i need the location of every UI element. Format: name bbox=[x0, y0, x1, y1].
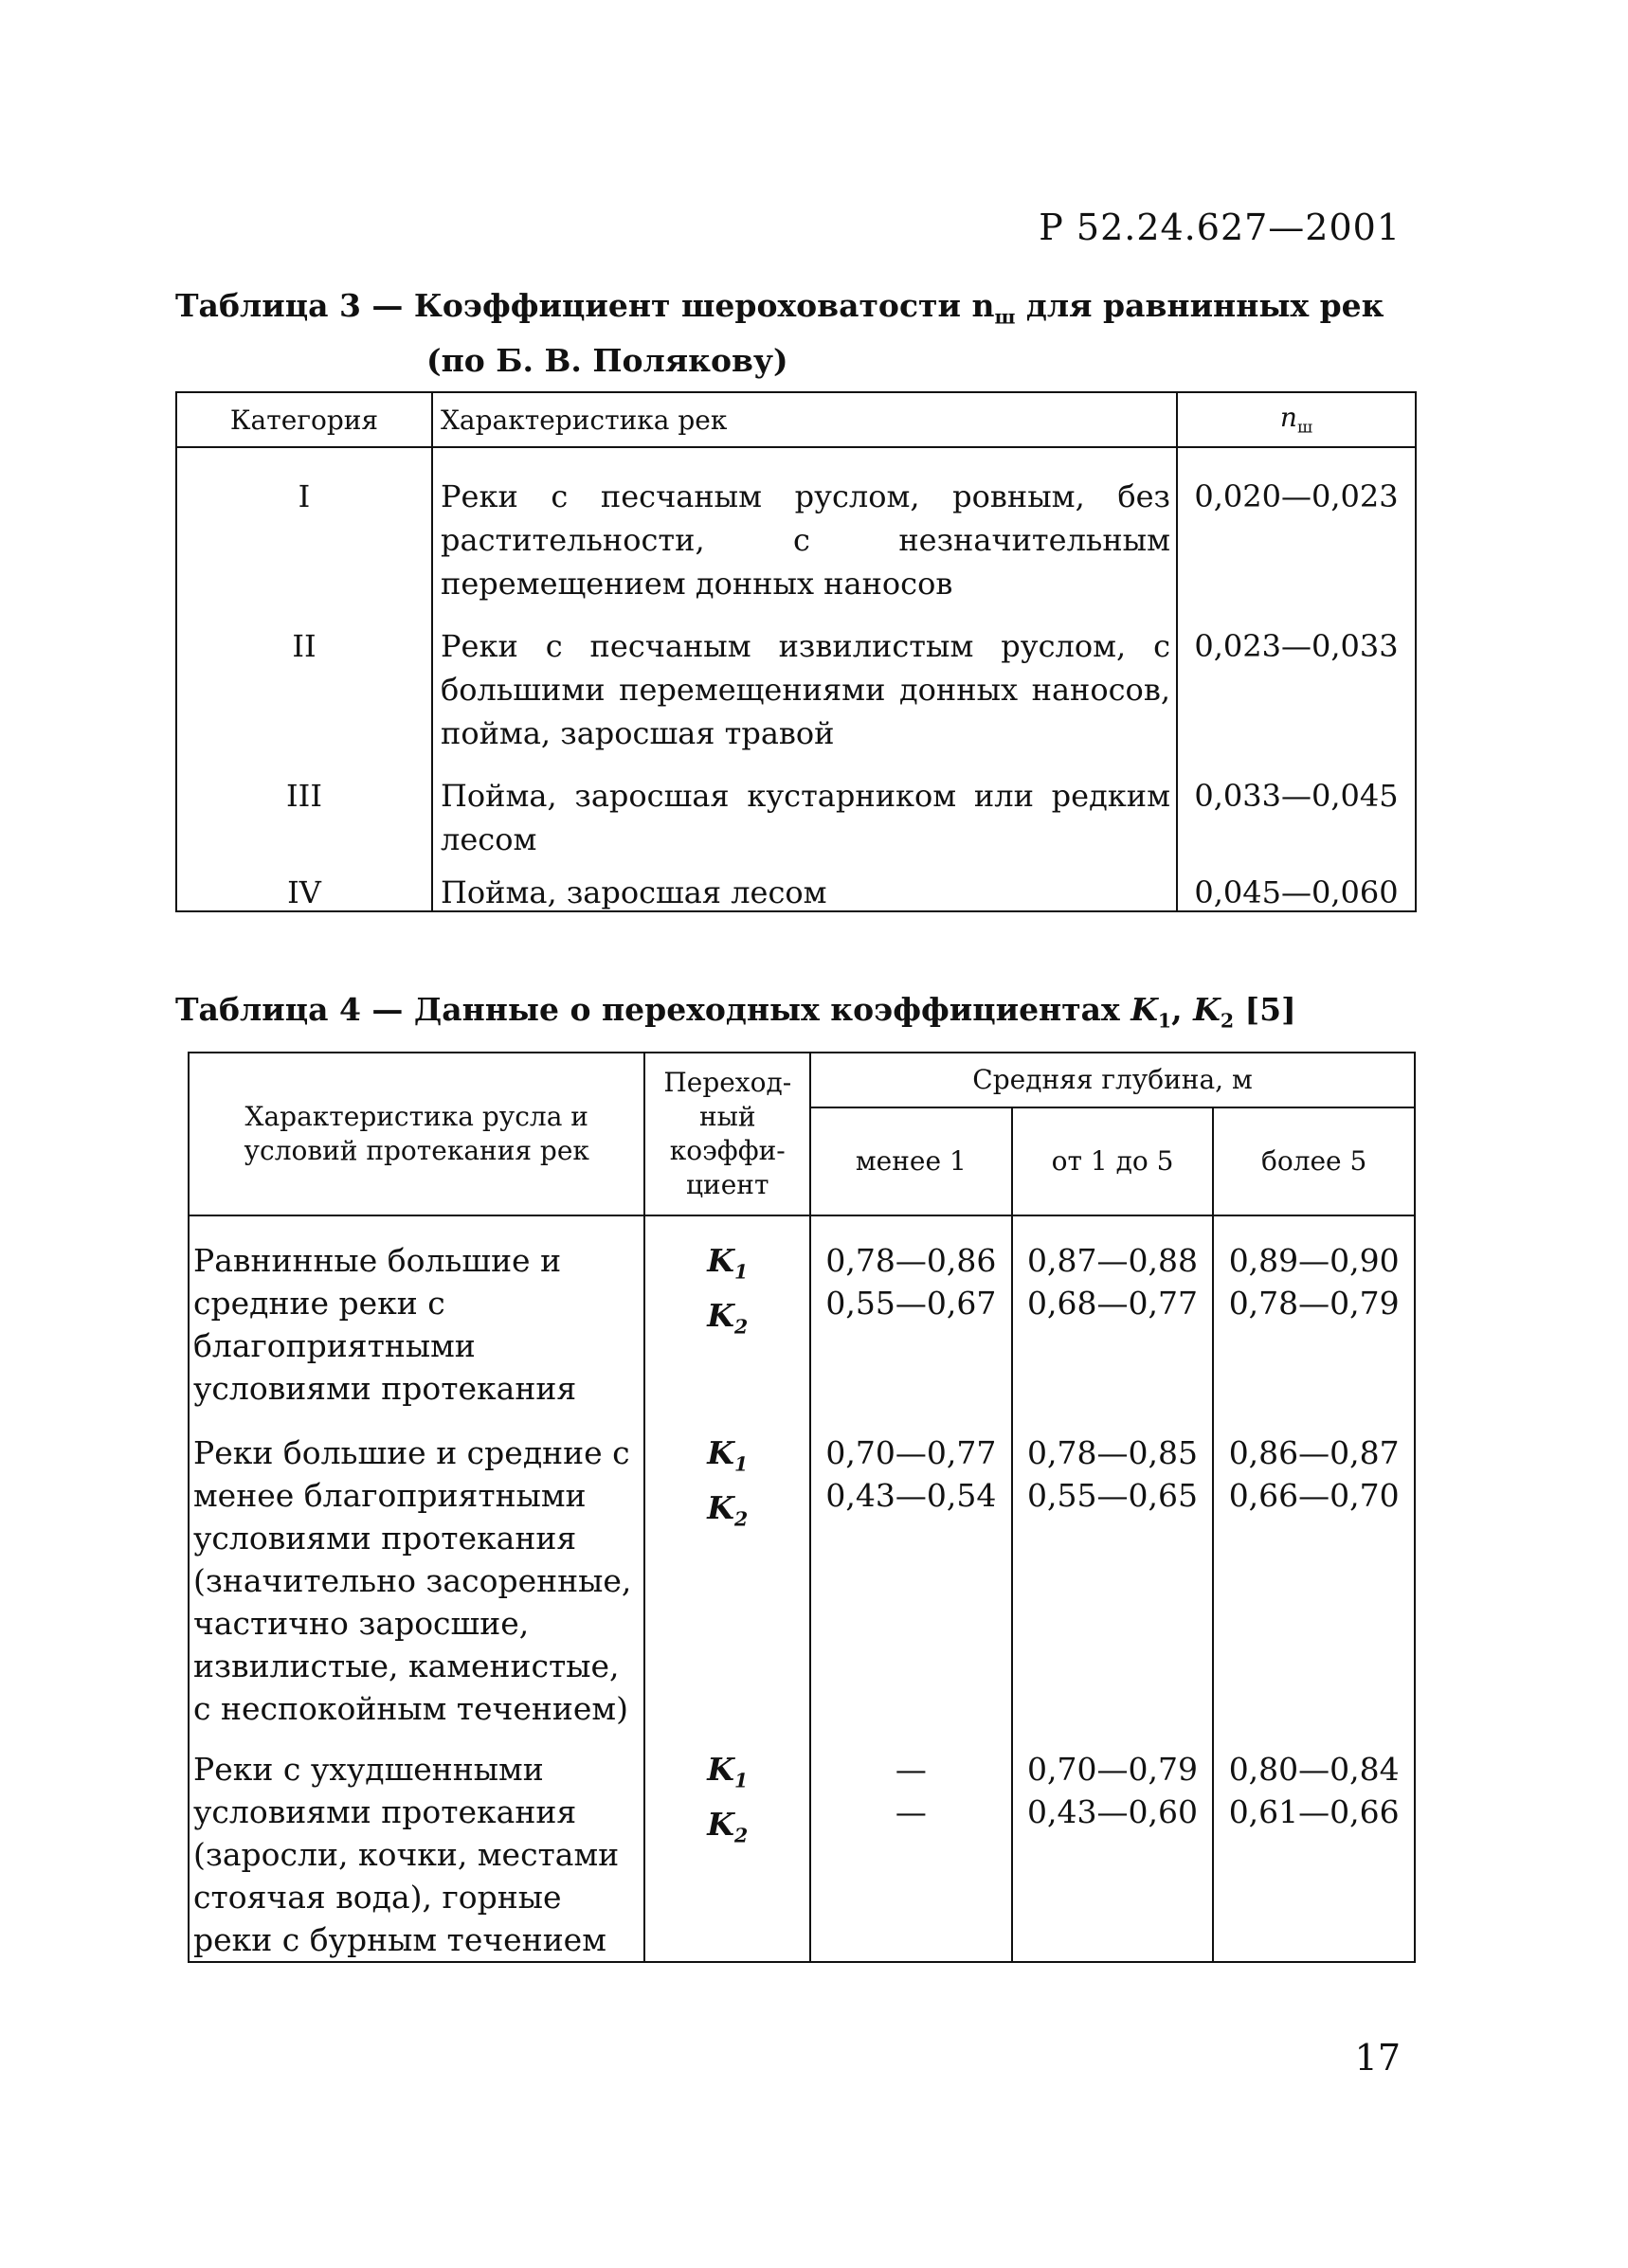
category-cell: III bbox=[176, 755, 432, 861]
header-category: Категория bbox=[176, 392, 432, 447]
value-1to5-cell: 0,70—0,79 0,43—0,60 bbox=[1012, 1731, 1214, 1962]
table-header-row bbox=[176, 392, 1416, 447]
coefficient-cell: $K_1$ $K_2$ bbox=[644, 1731, 810, 1962]
coefficient-cell: $K_1$ $K_2$ bbox=[644, 1215, 810, 1411]
table4-caption-prefix: Таблица 4 — Данные о переходных коэффициентах bbox=[175, 991, 1131, 1028]
value-cell: 0,045—0,060 bbox=[1177, 861, 1416, 911]
table-row bbox=[189, 1731, 1415, 1962]
value-cell: 0,033—0,045 bbox=[1177, 755, 1416, 861]
header-depth-gt5: более 5 bbox=[1213, 1107, 1415, 1215]
table-header-row bbox=[189, 1053, 1415, 1107]
characteristic-cell: Равнинные большие и средние реки с благоприятными условиями протекания bbox=[189, 1215, 644, 1411]
caption-k1-symbol: K bbox=[1131, 991, 1158, 1028]
header-coefficient: Переход-ный коэффи-циент bbox=[644, 1053, 810, 1215]
caption-k1-sub: 1 bbox=[1157, 1009, 1172, 1033]
characteristic-cell: Реки большие и средние с менее благоприятными условиями протекания (значительно засоренные, частично заросшие, извилистые, каменистые, с неспокойным течением) bbox=[189, 1411, 644, 1731]
description-cell: Реки с песчаным руслом, ровным, без растительности, с незначительным перемещением донных наносов bbox=[432, 447, 1177, 605]
value-gt5-cell: 0,86—0,87 0,66—0,70 bbox=[1213, 1411, 1415, 1731]
coefficient-cell: $K_1$ $K_2$ bbox=[644, 1411, 810, 1731]
value-lt1-cell: — — bbox=[810, 1731, 1012, 1962]
table3-caption-line1-end: для равнинных рек bbox=[1015, 287, 1384, 324]
document-code: Р 52.24.627—2001 bbox=[1039, 207, 1401, 248]
description-cell: Реки с песчаным извилистым руслом, с большими перемещениями донных наносов, пойма, заросшая травой bbox=[432, 605, 1177, 755]
caption-k2-symbol: K bbox=[1193, 991, 1221, 1028]
category-cell: IV bbox=[176, 861, 432, 911]
category-cell: I bbox=[176, 447, 432, 605]
value-1to5-cell: 0,78—0,85 0,55—0,65 bbox=[1012, 1411, 1214, 1731]
header-depth-lt1: менее 1 bbox=[810, 1107, 1012, 1215]
header-depth-1to5: от 1 до 5 bbox=[1012, 1107, 1214, 1215]
value-gt5-cell: 0,89—0,90 0,78—0,79 bbox=[1213, 1215, 1415, 1411]
table3-caption-line1: Таблица 3 — Коэффициент шероховатости n bbox=[175, 287, 995, 324]
table4-caption bbox=[175, 988, 1296, 1043]
table-row bbox=[189, 1215, 1415, 1411]
table3-caption-line2: (по Б. В. Полякову) bbox=[426, 341, 788, 379]
table-row bbox=[176, 755, 1416, 861]
transition-coefficients-table bbox=[188, 1052, 1416, 1963]
value-1to5-cell: 0,87—0,88 0,68—0,77 bbox=[1012, 1215, 1214, 1411]
value-lt1-cell: 0,70—0,77 0,43—0,54 bbox=[810, 1411, 1012, 1731]
value-cell: 0,020—0,023 bbox=[1177, 447, 1416, 605]
table-row bbox=[176, 605, 1416, 755]
table-row bbox=[176, 447, 1416, 605]
table3-caption-sub: ш bbox=[994, 305, 1016, 329]
table4-caption-suffix: [5] bbox=[1234, 991, 1296, 1028]
roughness-table bbox=[175, 391, 1417, 912]
table3-caption bbox=[175, 284, 1384, 383]
caption-k2-sub: 2 bbox=[1220, 1009, 1235, 1033]
value-cell: 0,023—0,033 bbox=[1177, 605, 1416, 755]
page-number: 17 bbox=[1354, 2037, 1401, 2079]
table-row bbox=[176, 861, 1416, 911]
header-characteristic: Характеристика русла и условий протекания рек bbox=[189, 1053, 644, 1215]
header-description: Характеристика рек bbox=[432, 392, 1177, 447]
caption-sep: , bbox=[1171, 991, 1194, 1028]
description-cell: Пойма, заросшая кустарником или редким лесом bbox=[432, 755, 1177, 861]
characteristic-cell: Реки с ухудшенными условиями протекания (заросли, кочки, местами стоячая вода), горные реки с бурным течением bbox=[189, 1731, 644, 1962]
description-cell: Пойма, заросшая лесом bbox=[432, 861, 1177, 911]
header-depth-group: Средняя глубина, м bbox=[810, 1053, 1415, 1107]
category-cell: II bbox=[176, 605, 432, 755]
value-gt5-cell: 0,80—0,84 0,61—0,66 bbox=[1213, 1731, 1415, 1962]
table-row bbox=[189, 1411, 1415, 1731]
header-value: $n_ш$ bbox=[1177, 392, 1416, 447]
value-lt1-cell: 0,78—0,86 0,55—0,67 bbox=[810, 1215, 1012, 1411]
